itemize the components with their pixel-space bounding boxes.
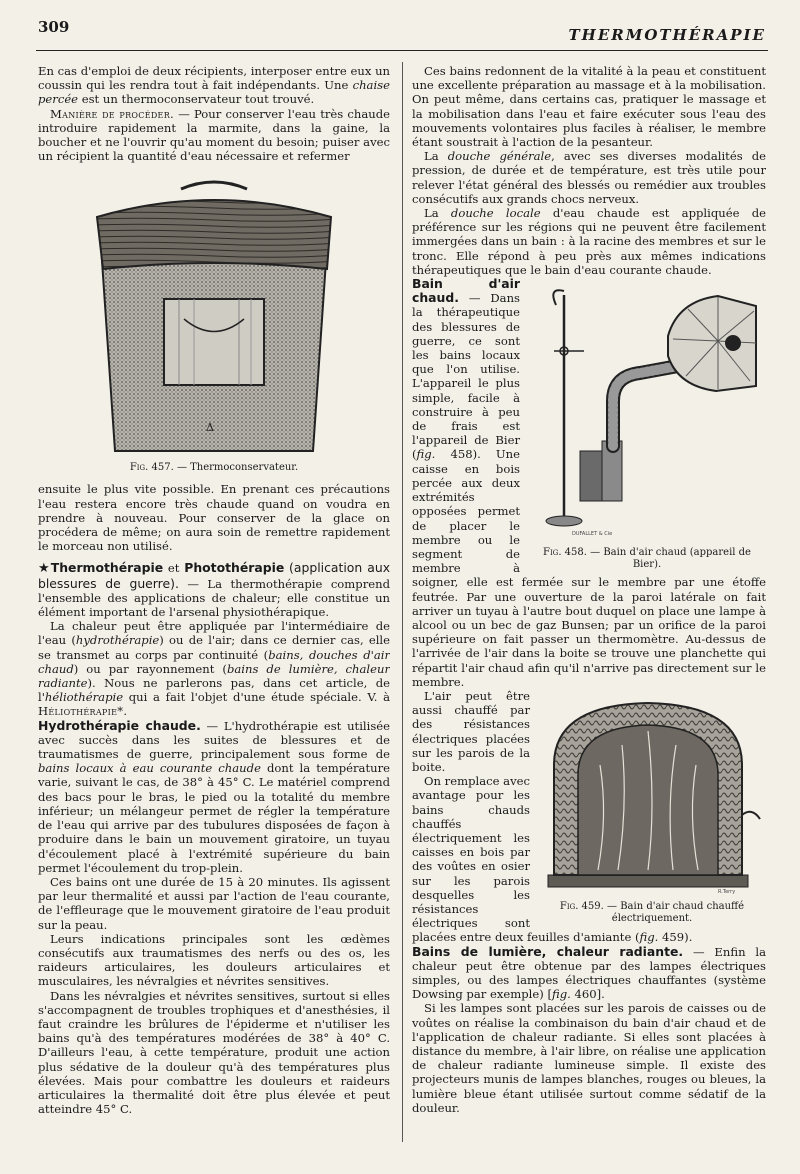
paragraph: En cas d'emploi de deux récipients, interposer entre eux un coussin qui les rendra tout à fait indépendants. Une chaise percée est un thermoconservateur tout trouvé.: [38, 64, 390, 107]
section-heading: ★Thermothérapie et Photothérapie (application aux blessures de guerre). — La thermothérapie comprend l'ensemble des applications de chaleur; elle constitue un élément important de l'arsenal physiothérapique.: [38, 560, 390, 620]
figure-caption: Fig. 458. — Bain d'air chaud (appareil de Bier).: [543, 547, 751, 571]
paragraph: Dans les névralgies et névrites sensitives, surtout si elles s'accompagnent de troubles trophiques et d'anesthésies, il faut craindre les brûlures de l'épiderme et n'utiliser les bains qu'à des températures modérées de 38° à 40° C. D'ailleurs l'eau, à cette température, produit une action plus sédative de la douleur qu'à des températures plus élevées. Mais pour combattre les douleurs et raideurs articulaires la thermalité doit être plus élevée et peut atteindre 45° C.: [38, 988, 390, 1117]
figure-458: [528, 281, 766, 571]
section-heading: Bains de lumière, chaleur radiante. — Enfin la chaleur peut être obtenue par des lampes électriques simples, ou des lampes électriques chauffantes (système Dowsing par exemple) [fig. 460].: [412, 943, 766, 1002]
section-heading: Bain d'air chaud. — Dans la thérapeutique des blessures de guerre, ce sont les bains locaux que l'on utilise. L'appareil le plus simple, facile à construire à peu de frais est l'appareil de Bier (fig. 458). Une caisse en bois percée aux deux extrémités opposées permet de placer le membre ou le segment de membre à soigner, elle est fermée sur le membre par une étoffe feutrée. Par une ouverture de la paroi latérale on fait arriver un tuyau à l'autre bout duquel on place une lampe à alcool ou un bec de gaz Bunsen; par un orifice de la paroi supérieure on fait passer un thermomètre. Au-dessus de l'arrivée de l'air dans la boite se trouve une planchette qui répartit l'air chaud afin qu'il n'arrive pas directement sur le membre.: [412, 276, 766, 689]
paragraph: La douche locale d'eau chaude est appliquée de préférence sur les régions qui ne peuvent être facilement immergées dans un bain : à la racine des membres et sur le tronc. Elle répond à peu près aux mêmes indications thérapeutiques que le bain d'eau courante chaude.: [412, 206, 766, 277]
engraver-mark: DUFALLET & Cie: [572, 531, 613, 538]
column-rule: [402, 62, 403, 1142]
running-head: THERMOTHÉRAPIE: [568, 26, 766, 44]
left-column: [38, 64, 390, 1144]
paragraph: Ces bains redonnent de la vitalité à la peau et constituent une excellente préparation au massage et à la mobilisation. On peut même, dans certains cas, pratiquer le massage et la mobilisation dans l'eau et faire exécuter sous l'eau des mouvements volontaires plus faciles à réaliser, le membre étant soustrait à l'action de la pesanteur.: [412, 64, 766, 150]
paragraph: L'air peut être aussi chauffé par des résistances électriques placées sur les parois de la boite.: [412, 688, 530, 774]
electric-air-bath-illustration: [538, 695, 766, 895]
paragraph: Leurs indications principales sont les œdèmes consécutifs aux traumatismes des nerfs ou des os, les raideurs articulaires, les douleurs articulaires et musculaires, les névralgies et névrites sensitives.: [38, 931, 390, 989]
engraver-mark: R.Terry: [718, 888, 736, 895]
thermoconservateur-illustration: [89, 169, 339, 459]
figure-457: [38, 169, 390, 474]
bier-apparatus-illustration: [528, 281, 766, 541]
paragraph: La douche générale, avec ses diverses modalités de pression, de durée et de température, est très utile pour relever l'état général des blessés ou remédier aux troubles consécutifs aux grands chocs nerveux.: [412, 149, 766, 206]
figure-caption: Fig. 459. — Bain d'air chaud chauffé électriquement.: [559, 901, 745, 925]
header-rule: [36, 50, 768, 51]
figure-459: [538, 695, 766, 925]
page-number: 309: [38, 18, 70, 36]
paragraph: La chaleur peut être appliquée par l'intermédiaire de l'eau (hydrothérapie) ou de l'air; dans ce dernier cas, elle se transmet au corps par continuité (bains, douches d'air chaud) ou par rayonnement (bains de lumière, chaleur radiante). Nous ne parlerons pas, dans cet article, de l'héliothérapie qui a fait l'objet d'une étude spéciale. V. à Héliothérapie*.: [38, 619, 390, 719]
paragraph: On remplace avec avantage pour les bains chauds chauffés électriquement les caisses en bois par des voûtes en osier sur les parois desquelles les résistances électriques sont placées entre deux feuilles d'amiante (fig. 459).: [412, 774, 693, 945]
section-heading: Hydrothérapie chaude. — L'hydrothérapie est utilisée avec succès dans les suites de blessures et de traumatismes de guerre, principalement sous forme de bains locaux à eau courante chaude dont la température varie, suivant le cas, de 38° à 45° C. Le matériel comprend des bacs pour le bras, le pied ou la totalité du membre inférieur; un mélangeur permet de régler la température de l'eau qui arrive par des tubulures disposées de façon à produire dans le bain un mouvement giratoire, un tuyau d'écoulement placé à l'extrémité supérieure du bain permet l'écoulement du trop-plein.: [38, 717, 390, 875]
svg-text:Δ: Δ: [206, 421, 214, 435]
figure-caption: Fig. 457. — Thermoconservateur.: [129, 462, 299, 474]
paragraph: Ces bains ont une durée de 15 à 20 minutes. Ils agissent par leur thermalité et aussi par l'action de l'eau courante, de l'effleurage que le mouvement giratoire de l'eau produit sur la peau.: [38, 874, 390, 932]
paragraph: ensuite le plus vite possible. En prenant ces précautions l'eau restera encore très chaude quand on voudra en prendre à nouveau. Pour conserver de la glace on procédera de même; on aura soin de remettre rapidement le morceau non utilisé.: [38, 482, 390, 554]
right-column: [412, 64, 766, 1144]
paragraph: Manière de procéder. — Pour conserver l'eau très chaude introduire rapidement la marmite, dans la gaine, la boucher et ne l'ouvrir qu'au moment du besoin; puiser avec un récipient la quantité d'eau nécessaire et refermer: [38, 106, 390, 164]
paragraph: Si les lampes sont placées sur les parois de caisses ou de voûtes on réalise la combinaison du bain d'air chaud et de l'application de chaleur radiante. Si elles sont placées à distance du membre, à l'air libre, on réalise une application de chaleur radiante lumineuse simple. Il existe des projecteurs munis de lampes blanches, rouges ou bleues, la lumière bleue étant utilisée surtout comme sédatif de la douleur.: [412, 1001, 766, 1115]
